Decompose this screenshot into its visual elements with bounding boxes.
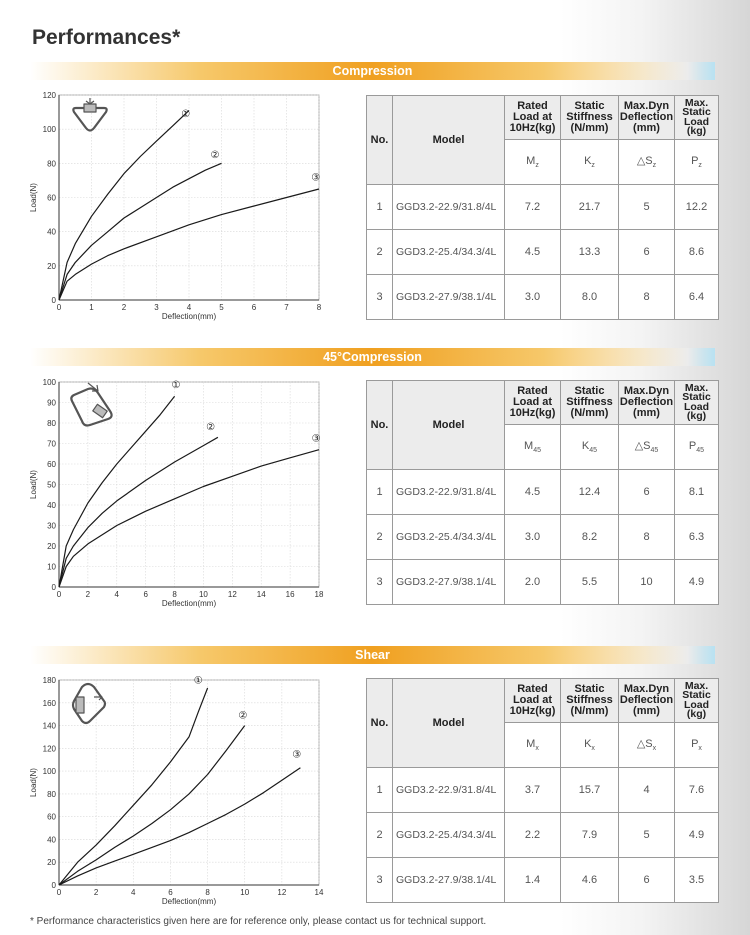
row-model: GGD3.2-25.4/34.3/4L bbox=[393, 515, 505, 560]
row-rated-load: 2.2 bbox=[505, 813, 561, 858]
performance-table-compression bbox=[366, 95, 719, 320]
header-model: Model bbox=[393, 381, 505, 470]
section-band bbox=[30, 646, 715, 664]
y-tick-label: 0 bbox=[51, 881, 56, 890]
row-rated-load: 2.0 bbox=[505, 560, 561, 605]
y-tick-label: 20 bbox=[47, 542, 56, 551]
row-rated-load: 7.2 bbox=[505, 185, 561, 230]
table-row bbox=[367, 185, 719, 230]
row-model: GGD3.2-22.9/31.8/4L bbox=[393, 768, 505, 813]
row-static-stiffness: 15.7 bbox=[561, 768, 619, 813]
mount-plate bbox=[84, 104, 96, 112]
header-max-dyn-deflection: Max.Dyn Deflection (mm) bbox=[619, 96, 675, 140]
header-no: No. bbox=[367, 679, 393, 768]
y-tick-label: 120 bbox=[42, 91, 56, 100]
row-static-stiffness: 4.6 bbox=[561, 858, 619, 903]
symbol-s: $\triangle S_x$ bbox=[619, 723, 675, 768]
x-axis-label: Deflection(mm) bbox=[161, 897, 217, 906]
row-max-dyn-deflection: 6 bbox=[619, 230, 675, 275]
x-tick-label: 18 bbox=[314, 590, 324, 599]
section-title: 45°Compression bbox=[323, 350, 422, 364]
header-max-static-load: Max. Static Load (kg) bbox=[675, 96, 719, 140]
section-title: Compression bbox=[332, 64, 413, 78]
y-tick-label: 30 bbox=[47, 521, 56, 531]
series-label-2: ② bbox=[210, 150, 220, 162]
y-tick-label: 10 bbox=[47, 562, 56, 572]
row-max-dyn-deflection: 6 bbox=[619, 858, 675, 903]
symbol-k: $K_z$ bbox=[561, 140, 619, 185]
row-max-static-load: 4.9 bbox=[675, 813, 719, 858]
symbol-p: $P_x$ bbox=[675, 723, 719, 768]
y-tick-label: 60 bbox=[47, 193, 56, 203]
x-tick-label: 12 bbox=[277, 888, 287, 897]
row-static-stiffness: 13.3 bbox=[561, 230, 619, 275]
series-label-3: ③ bbox=[311, 433, 321, 445]
row-model: GGD3.2-22.9/31.8/4L bbox=[393, 185, 505, 230]
row-static-stiffness: 8.2 bbox=[561, 515, 619, 560]
y-tick-label: 90 bbox=[47, 398, 56, 408]
row-no: 3 bbox=[367, 858, 393, 903]
row-no: 3 bbox=[367, 560, 393, 605]
y-tick-label: 80 bbox=[47, 159, 56, 169]
row-max-dyn-deflection: 8 bbox=[619, 515, 675, 560]
row-rated-load: 4.5 bbox=[505, 470, 561, 515]
y-tick-label: 40 bbox=[47, 835, 56, 845]
table-row bbox=[367, 230, 719, 275]
y-tick-label: 100 bbox=[42, 767, 56, 777]
x-tick-label: 7 bbox=[284, 303, 289, 312]
series-label-2: ② bbox=[206, 422, 216, 434]
row-max-static-load: 12.2 bbox=[675, 185, 719, 230]
x-axis-label: Deflection(mm) bbox=[161, 312, 217, 321]
series-label-3: ③ bbox=[292, 749, 302, 761]
x-tick-label: 3 bbox=[154, 303, 159, 312]
x-tick-label: 4 bbox=[186, 303, 192, 312]
header-model: Model bbox=[393, 96, 505, 185]
row-max-dyn-deflection: 8 bbox=[619, 275, 675, 320]
plot-area bbox=[59, 680, 319, 885]
y-tick-label: 80 bbox=[47, 419, 56, 428]
row-max-static-load: 6.4 bbox=[675, 275, 719, 320]
section-title: Shear bbox=[355, 648, 390, 662]
y-tick-label: 20 bbox=[47, 261, 56, 271]
footnote: * Performance characteristics given here are for reference only, please contact us for technical support. bbox=[30, 916, 487, 927]
chart-45-compression bbox=[10, 375, 345, 615]
x-tick-label: 14 bbox=[256, 590, 266, 599]
chart-shear bbox=[10, 673, 345, 908]
row-max-static-load: 8.6 bbox=[675, 230, 719, 275]
row-static-stiffness: 7.9 bbox=[561, 813, 619, 858]
section-band bbox=[30, 62, 715, 80]
x-tick-label: 0 bbox=[56, 303, 62, 312]
series-label-1: ① bbox=[193, 675, 203, 687]
symbol-k: $K_x$ bbox=[561, 723, 619, 768]
chart-compression bbox=[10, 88, 345, 328]
y-tick-label: 100 bbox=[42, 125, 56, 135]
header-rated-load: Rated Load at 10Hz(kg) bbox=[505, 96, 561, 140]
header-max-static-load: Max. Static Load (kg) bbox=[675, 679, 719, 723]
table-row bbox=[367, 560, 719, 605]
x-tick-label: 6 bbox=[168, 888, 173, 897]
y-axis-label: Load(N) bbox=[29, 183, 38, 212]
x-tick-label: 4 bbox=[131, 888, 136, 897]
x-tick-label: 2 bbox=[93, 888, 99, 897]
symbol-m: $M_{45}$ bbox=[505, 425, 561, 470]
row-max-static-load: 8.1 bbox=[675, 470, 719, 515]
symbol-k: $K_{45}$ bbox=[561, 425, 619, 470]
y-tick-label: 20 bbox=[47, 858, 56, 868]
y-axis-label: Load(N) bbox=[29, 768, 38, 797]
x-tick-label: 6 bbox=[251, 303, 257, 312]
row-no: 2 bbox=[367, 515, 393, 560]
table-row bbox=[367, 275, 719, 320]
y-tick-label: 100 bbox=[42, 378, 56, 387]
y-tick-label: 60 bbox=[47, 460, 56, 469]
x-tick-label: 12 bbox=[227, 590, 237, 599]
row-max-static-load: 4.9 bbox=[675, 560, 719, 605]
table-row bbox=[367, 858, 719, 903]
y-tick-label: 50 bbox=[47, 480, 56, 490]
y-tick-label: 40 bbox=[47, 227, 56, 237]
y-axis-label: Load(N) bbox=[29, 470, 38, 499]
row-no: 2 bbox=[367, 230, 393, 275]
performance-table-45-compression bbox=[366, 380, 719, 605]
section-band bbox=[30, 348, 715, 366]
row-no: 1 bbox=[367, 185, 393, 230]
row-model: GGD3.2-25.4/34.3/4L bbox=[393, 230, 505, 275]
row-model: GGD3.2-25.4/34.3/4L bbox=[393, 813, 505, 858]
row-max-static-load: 7.6 bbox=[675, 768, 719, 813]
header-no: No. bbox=[367, 96, 393, 185]
symbol-m: $M_z$ bbox=[505, 140, 561, 185]
row-static-stiffness: 12.4 bbox=[561, 470, 619, 515]
x-tick-label: 8 bbox=[316, 303, 322, 312]
x-tick-label: 5 bbox=[219, 303, 224, 312]
y-tick-label: 60 bbox=[47, 812, 56, 822]
performance-table-shear bbox=[366, 678, 719, 903]
header-static-stiffness: Static Stiffness (N/mm) bbox=[561, 679, 619, 723]
header-rated-load: Rated Load at 10Hz(kg) bbox=[505, 679, 561, 723]
y-tick-label: 180 bbox=[42, 676, 56, 685]
y-tick-label: 70 bbox=[47, 439, 56, 449]
x-tick-label: 8 bbox=[172, 590, 177, 599]
header-static-stiffness: Static Stiffness (N/mm) bbox=[561, 381, 619, 425]
x-tick-label: 10 bbox=[240, 888, 250, 897]
row-rated-load: 3.0 bbox=[505, 275, 561, 320]
series-label-2: ② bbox=[238, 710, 248, 722]
x-tick-label: 6 bbox=[143, 590, 148, 599]
row-model: GGD3.2-27.9/38.1/4L bbox=[393, 275, 505, 320]
series-label-1: ① bbox=[171, 380, 181, 392]
x-tick-label: 1 bbox=[89, 303, 94, 312]
table-row bbox=[367, 515, 719, 560]
x-tick-label: 8 bbox=[205, 888, 210, 897]
x-axis-label: Deflection(mm) bbox=[161, 599, 217, 608]
header-model: Model bbox=[393, 679, 505, 768]
row-max-static-load: 6.3 bbox=[675, 515, 719, 560]
table-row bbox=[367, 470, 719, 515]
row-max-static-load: 3.5 bbox=[675, 858, 719, 903]
header-no: No. bbox=[367, 381, 393, 470]
row-model: GGD3.2-27.9/38.1/4L bbox=[393, 560, 505, 605]
row-max-dyn-deflection: 5 bbox=[619, 813, 675, 858]
mount-plate bbox=[76, 697, 84, 713]
row-no: 2 bbox=[367, 813, 393, 858]
y-tick-label: 160 bbox=[42, 698, 56, 708]
row-rated-load: 1.4 bbox=[505, 858, 561, 903]
x-tick-label: 2 bbox=[85, 590, 91, 599]
row-no: 1 bbox=[367, 768, 393, 813]
y-tick-label: 0 bbox=[51, 296, 56, 305]
symbol-s: $\triangle S_{45}$ bbox=[619, 425, 675, 470]
row-static-stiffness: 21.7 bbox=[561, 185, 619, 230]
symbol-m: $M_x$ bbox=[505, 723, 561, 768]
y-tick-label: 0 bbox=[51, 583, 56, 592]
symbol-p: $P_z$ bbox=[675, 140, 719, 185]
header-max-static-load: Max. Static Load (kg) bbox=[675, 381, 719, 425]
row-model: GGD3.2-22.9/31.8/4L bbox=[393, 470, 505, 515]
x-tick-label: 10 bbox=[198, 590, 208, 599]
x-tick-label: 14 bbox=[314, 888, 324, 897]
row-no: 1 bbox=[367, 470, 393, 515]
header-max-dyn-deflection: Max.Dyn Deflection (mm) bbox=[619, 381, 675, 425]
y-tick-label: 120 bbox=[42, 744, 56, 754]
y-tick-label: 40 bbox=[47, 501, 56, 510]
x-tick-label: 0 bbox=[56, 888, 62, 897]
symbol-s: $\triangle S_z$ bbox=[619, 140, 675, 185]
row-max-dyn-deflection: 5 bbox=[619, 185, 675, 230]
x-tick-label: 0 bbox=[56, 590, 62, 599]
series-label-3: ③ bbox=[311, 172, 321, 184]
x-tick-label: 2 bbox=[121, 303, 127, 312]
table-row bbox=[367, 768, 719, 813]
header-max-dyn-deflection: Max.Dyn Deflection (mm) bbox=[619, 679, 675, 723]
row-no: 3 bbox=[367, 275, 393, 320]
row-rated-load: 3.7 bbox=[505, 768, 561, 813]
row-max-dyn-deflection: 10 bbox=[619, 560, 675, 605]
table-row bbox=[367, 813, 719, 858]
symbol-p: $P_{45}$ bbox=[675, 425, 719, 470]
row-max-dyn-deflection: 6 bbox=[619, 470, 675, 515]
row-max-dyn-deflection: 4 bbox=[619, 768, 675, 813]
row-static-stiffness: 5.5 bbox=[561, 560, 619, 605]
row-rated-load: 4.5 bbox=[505, 230, 561, 275]
header-rated-load: Rated Load at 10Hz(kg) bbox=[505, 381, 561, 425]
series-label-1: ① bbox=[181, 109, 191, 121]
page-title: Performances* bbox=[32, 26, 181, 49]
y-tick-label: 80 bbox=[47, 789, 56, 799]
row-rated-load: 3.0 bbox=[505, 515, 561, 560]
x-tick-label: 4 bbox=[114, 590, 120, 599]
row-model: GGD3.2-27.9/38.1/4L bbox=[393, 858, 505, 903]
header-static-stiffness: Static Stiffness (N/mm) bbox=[561, 96, 619, 140]
y-tick-label: 140 bbox=[42, 721, 56, 731]
x-tick-label: 16 bbox=[285, 590, 295, 599]
row-static-stiffness: 8.0 bbox=[561, 275, 619, 320]
